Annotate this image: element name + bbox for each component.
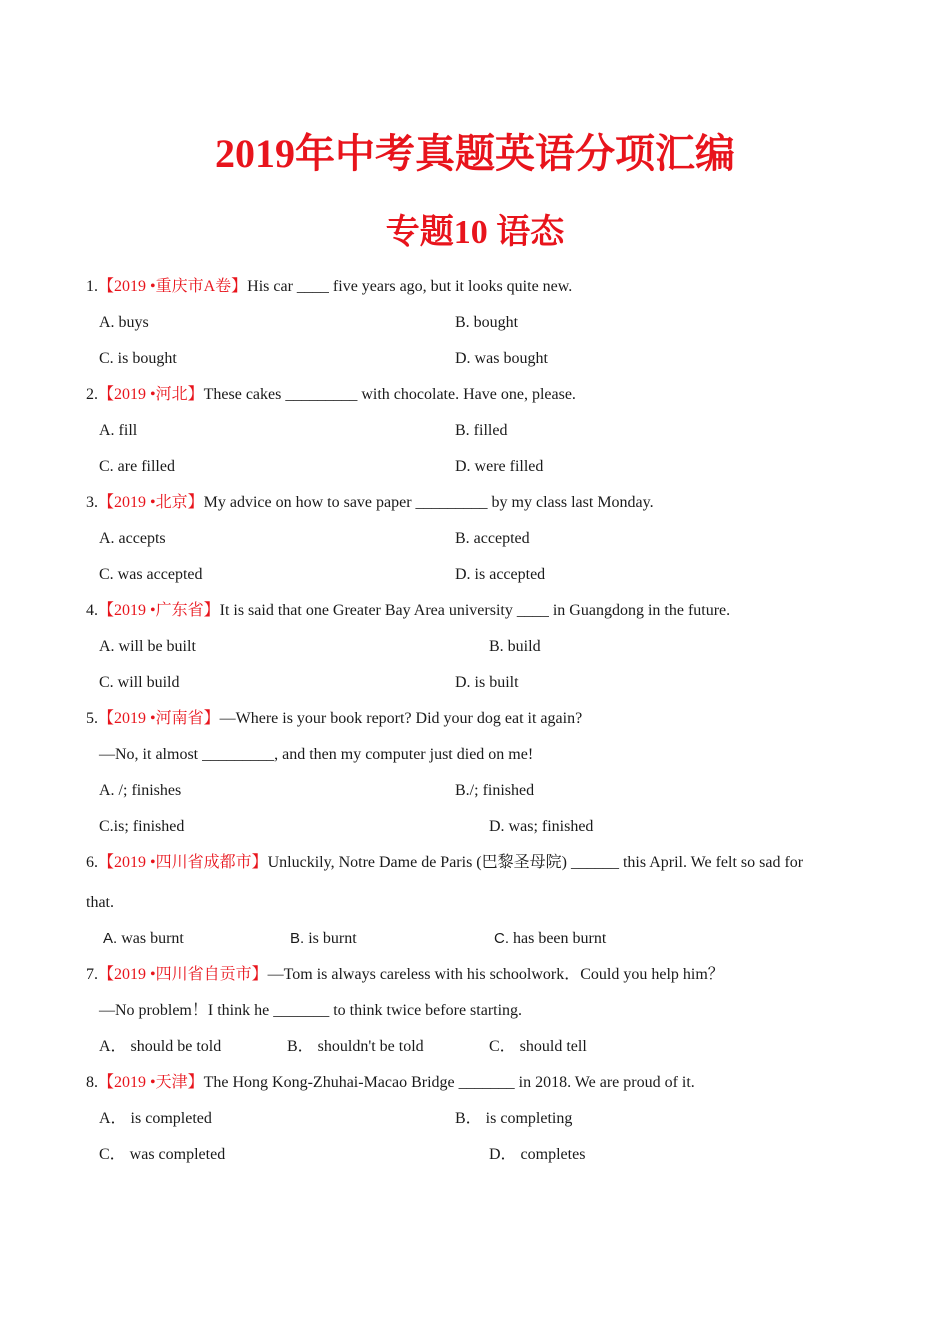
question-stem-continued: —No, it almost _________, and then my computer just died on me!	[99, 746, 534, 763]
question-6	[86, 853, 803, 873]
question-stem: Unluckily, Notre Dame de Paris (巴黎圣母院) ______ this April. We felt so sad for	[267, 854, 804, 871]
option-c: C． should tell	[489, 1038, 587, 1055]
option-d: D． completes	[489, 1146, 586, 1163]
question-stem: These cakes _________ with chocolate. Have one, please.	[203, 386, 576, 403]
question-stem-continued: that.	[86, 894, 114, 911]
document-subtitle: 专题10 语态	[385, 214, 565, 251]
question-5	[86, 709, 582, 729]
question-stem: My advice on how to save paper _________ by my class last Monday.	[203, 494, 654, 511]
option-a: A. will be built	[99, 638, 196, 655]
question-number: 8.	[86, 1074, 98, 1091]
option-letter: A.	[103, 930, 118, 947]
question-stem: —Where is your book report? Did your dog eat it again?	[219, 710, 583, 727]
option-b: B． is completing	[455, 1110, 573, 1127]
option-d: D. is accepted	[455, 566, 546, 583]
question-8	[86, 1073, 695, 1093]
option-a: A． is completed	[99, 1110, 212, 1127]
question-number: 2.	[86, 386, 98, 403]
question-source: 【2019 •河北】	[98, 386, 204, 403]
option-a: A. /; finishes	[99, 782, 182, 799]
question-7	[86, 965, 724, 985]
question-number: 6.	[86, 854, 98, 871]
question-3	[86, 493, 654, 513]
option-a: A. accepts	[99, 530, 166, 547]
option-c	[494, 929, 606, 949]
option-text: has been burnt	[513, 930, 607, 947]
option-b: B. bought	[455, 314, 519, 331]
option-a: A. fill	[99, 422, 138, 439]
question-number: 7.	[86, 966, 98, 983]
question-source: 【2019 •广东省】	[98, 602, 220, 619]
question-source: 【2019 •重庆市A卷】	[98, 278, 248, 295]
option-b	[290, 929, 357, 949]
option-d: D. was bought	[455, 350, 548, 367]
option-text: was burnt	[121, 930, 184, 947]
option-a: A． should be told	[99, 1038, 222, 1055]
option-d: D. was; finished	[489, 818, 594, 835]
question-stem: His car ____ five years ago, but it looks quite new.	[247, 278, 573, 295]
question-1	[86, 277, 572, 297]
option-c: C. will build	[99, 674, 180, 691]
question-number: 1.	[86, 278, 98, 295]
question-stem: —Tom is always careless with his schoolwork．Could you help him？	[267, 966, 724, 983]
document-title: 2019年中考真题英语分项汇编	[215, 131, 735, 176]
option-a: A. buys	[99, 314, 149, 331]
question-source: 【2019 •四川省成都市】	[98, 854, 268, 871]
option-a	[103, 929, 184, 949]
option-letter: B.	[290, 930, 305, 947]
question-number: 4.	[86, 602, 98, 619]
option-b: B./; finished	[455, 782, 535, 799]
question-source: 【2019 •河南省】	[98, 710, 220, 727]
option-c: C. are filled	[99, 458, 175, 475]
option-text: is burnt	[308, 930, 357, 947]
question-4	[86, 601, 730, 621]
option-d: D. were filled	[455, 458, 544, 475]
option-letter: C.	[494, 930, 509, 947]
option-d: D. is built	[455, 674, 519, 691]
question-stem-continued: —No problem！I think he _______ to think twice before starting.	[99, 1002, 523, 1019]
question-stem: It is said that one Greater Bay Area university ____ in Guangdong in the future.	[219, 602, 731, 619]
option-b: B. build	[489, 638, 541, 655]
option-b: B. filled	[455, 422, 508, 439]
question-source: 【2019 •北京】	[98, 494, 204, 511]
question-number: 3.	[86, 494, 98, 511]
option-c: C.is; finished	[99, 818, 185, 835]
question-2	[86, 385, 576, 405]
option-c: C. was accepted	[99, 566, 203, 583]
question-number: 5.	[86, 710, 98, 727]
option-b: B． shouldn't be told	[287, 1038, 424, 1055]
option-c: C. is bought	[99, 350, 177, 367]
question-source: 【2019 •天津】	[98, 1074, 204, 1091]
question-source: 【2019 •四川省自贡市】	[98, 966, 268, 983]
question-stem: The Hong Kong-Zhuhai-Macao Bridge _______ in 2018. We are proud of it.	[203, 1074, 695, 1091]
option-b: B. accepted	[455, 530, 530, 547]
option-c: C． was completed	[99, 1146, 226, 1163]
